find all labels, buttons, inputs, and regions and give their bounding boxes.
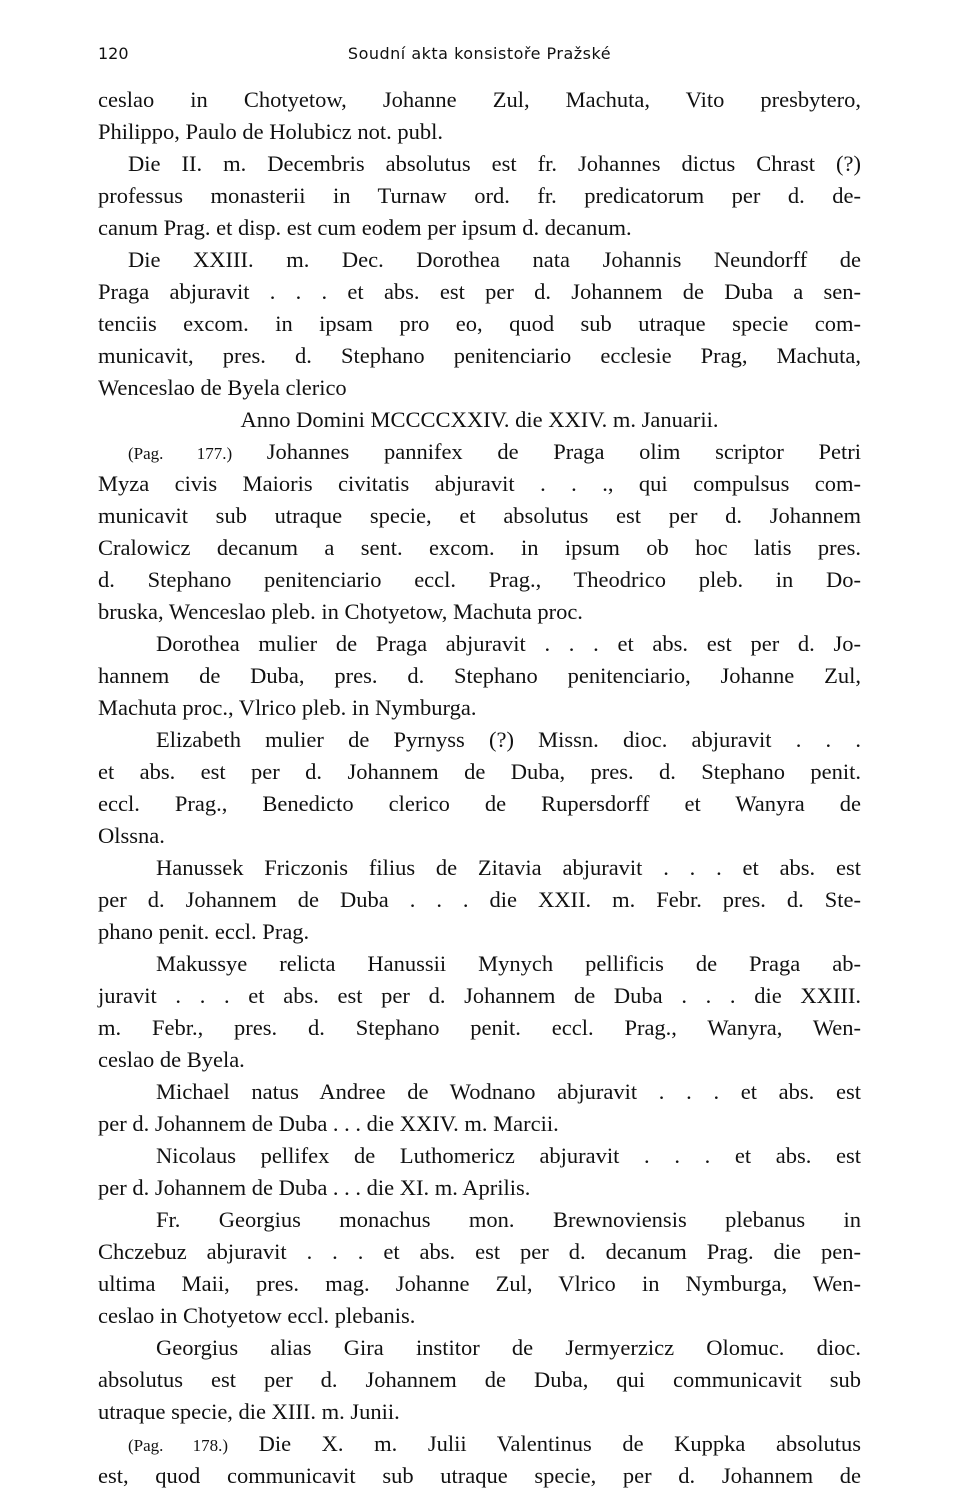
text-line — [98, 852, 861, 884]
line-text: professus monasterii in Turnaw ord. fr. predicatorum per d. de- — [98, 183, 861, 208]
text-line — [98, 180, 861, 212]
line-text: Makussye relicta Hanussii Mynych pellificis de Praga ab- — [156, 951, 861, 976]
line-text: Die II. m. Decembris absolutus est fr. Johannes dictus Chrast (?) — [128, 151, 861, 176]
page-header — [98, 44, 861, 68]
page-number: 120 — [98, 44, 129, 63]
text-line — [98, 1172, 861, 1204]
line-text: m. Febr., pres. d. Stephano penit. eccl. Prag., Wanyra, Wen- — [98, 1015, 861, 1040]
line-text: Olssna. — [98, 823, 165, 848]
line-text: Anno Domini MCCCCXXIV. die XXIV. m. Januarii. — [240, 407, 719, 432]
text-line — [98, 596, 861, 628]
text-line — [98, 500, 861, 532]
line-text: bruska, Wenceslao pleb. in Chotyetow, Machuta proc. — [98, 599, 583, 624]
text-line — [98, 948, 861, 980]
text-line — [98, 84, 861, 116]
text-line — [98, 820, 861, 852]
text-line — [98, 1364, 861, 1396]
line-text: Dorothea mulier de Praga abjuravit . . . et abs. est per d. Jo- — [156, 631, 861, 656]
page-reference: (Pag. 177.) — [128, 444, 233, 463]
text-line — [98, 724, 861, 756]
line-text: Die X. m. Julii Valentinus de Kuppka absolutus — [228, 1431, 861, 1456]
line-text: Johannes pannifex de Praga olim scriptor Petri — [232, 439, 861, 464]
text-line — [98, 1108, 861, 1140]
line-text: Elizabeth mulier de Pyrnyss (?) Missn. dioc. abjuravit . . . — [156, 727, 861, 752]
line-text: Chczebuz abjuravit . . . et abs. est per d. decanum Prag. die pen- — [98, 1239, 861, 1264]
text-body — [98, 84, 861, 1492]
line-text: Praga abjuravit . . . et abs. est per d. Johannem de Duba a sen- — [98, 279, 861, 304]
text-line — [98, 340, 861, 372]
line-text: hannem de Duba, pres. d. Stephano penitenciario, Johanne Zul, — [98, 663, 861, 688]
line-text: phano penit. eccl. Prag. — [98, 919, 310, 944]
line-text: ceslao in Chotyetow eccl. plebanis. — [98, 1303, 416, 1328]
text-line — [98, 468, 861, 500]
line-text: eccl. Prag., Benedicto clerico de Rupersdorff et Wanyra de — [98, 791, 861, 816]
text-line — [98, 916, 861, 948]
line-text: ceslao in Chotyetow, Johanne Zul, Machuta, Vito presbytero, — [98, 87, 861, 112]
text-line — [98, 436, 861, 468]
line-text: juravit . . . et abs. est per d. Johannem de Duba . . . die XXIII. — [98, 983, 861, 1008]
line-text: absolutus est per d. Johannem de Duba, qui communicavit sub — [98, 1367, 861, 1392]
line-text: Machuta proc., Vlrico pleb. in Nymburga. — [98, 695, 477, 720]
text-line — [98, 244, 861, 276]
text-line — [98, 1396, 861, 1428]
line-text: et abs. est per d. Johannem de Duba, pres. d. Stephano penit. — [98, 759, 861, 784]
text-line — [98, 212, 861, 244]
text-line — [98, 660, 861, 692]
line-text: Myza civis Maioris civitatis abjuravit . . ., qui compulsus com- — [98, 471, 861, 496]
text-line — [98, 1236, 861, 1268]
line-text: canum Prag. et disp. est cum eodem per ipsum d. decanum. — [98, 215, 632, 240]
text-line — [98, 276, 861, 308]
text-line — [98, 308, 861, 340]
text-line — [98, 1044, 861, 1076]
line-text: d. Stephano penitenciario eccl. Prag., Theodrico pleb. in Do- — [98, 567, 861, 592]
line-text: per d. Johannem de Duba . . . die XI. m. Aprilis. — [98, 1175, 531, 1200]
line-text: est, quod communicavit sub utraque specie, per d. Johannem de — [98, 1463, 861, 1488]
line-text: ultima Maii, pres. mag. Johanne Zul, Vlrico in Nymburga, Wen- — [98, 1271, 861, 1296]
text-line — [98, 1428, 861, 1460]
line-text: Georgius alias Gira institor de Jermyerzicz Olomuc. dioc. — [156, 1335, 861, 1360]
line-text: Hanussek Friczonis filius de Zitavia abjuravit . . . et abs. est — [156, 855, 861, 880]
line-text: ceslao de Byela. — [98, 1047, 245, 1072]
line-text: Die XXIII. m. Dec. Dorothea nata Johannis Neundorff de — [128, 247, 861, 272]
text-line — [98, 372, 861, 404]
text-line — [98, 404, 861, 436]
line-text: Fr. Georgius monachus mon. Brewnoviensis plebanus in — [156, 1207, 861, 1232]
text-line — [98, 1300, 861, 1332]
text-line — [98, 628, 861, 660]
line-text: Nicolaus pellifex de Luthomericz abjuravit . . . et abs. est — [156, 1143, 861, 1168]
text-line — [98, 532, 861, 564]
text-line — [98, 1140, 861, 1172]
line-text: Wenceslao de Byela clerico — [98, 375, 347, 400]
line-text: utraque specie, die XIII. m. Junii. — [98, 1399, 400, 1424]
line-text: municavit sub utraque specie, et absolutus est per d. Johannem — [98, 503, 861, 528]
page-reference: (Pag. 178.) — [128, 1436, 229, 1455]
text-line — [98, 884, 861, 916]
text-line — [98, 980, 861, 1012]
text-line — [98, 1012, 861, 1044]
text-line — [98, 1268, 861, 1300]
line-text: Philippo, Paulo de Holubicz not. publ. — [98, 119, 443, 144]
line-text: municavit, pres. d. Stephano penitenciario ecclesie Prag, Machuta, — [98, 343, 861, 368]
text-line — [98, 564, 861, 596]
text-line — [98, 1204, 861, 1236]
text-line — [98, 116, 861, 148]
text-line — [98, 1332, 861, 1364]
text-line — [98, 692, 861, 724]
running-title: Soudní akta konsistoře Pražské — [347, 44, 612, 63]
text-line — [98, 1076, 861, 1108]
line-text: tenciis excom. in ipsam pro eo, quod sub utraque specie com- — [98, 311, 861, 336]
line-text: per d. Johannem de Duba . . . die XXII. m. Febr. pres. d. Ste- — [98, 887, 861, 912]
text-line — [98, 788, 861, 820]
line-text: Cralowicz decanum a sent. excom. in ipsum ob hoc latis pres. — [98, 535, 861, 560]
text-line — [98, 148, 861, 180]
text-line — [98, 756, 861, 788]
line-text: Michael natus Andree de Wodnano abjuravit . . . et abs. est — [156, 1079, 861, 1104]
line-text: per d. Johannem de Duba . . . die XXIV. m. Marcii. — [98, 1111, 559, 1136]
text-line — [98, 1460, 861, 1492]
